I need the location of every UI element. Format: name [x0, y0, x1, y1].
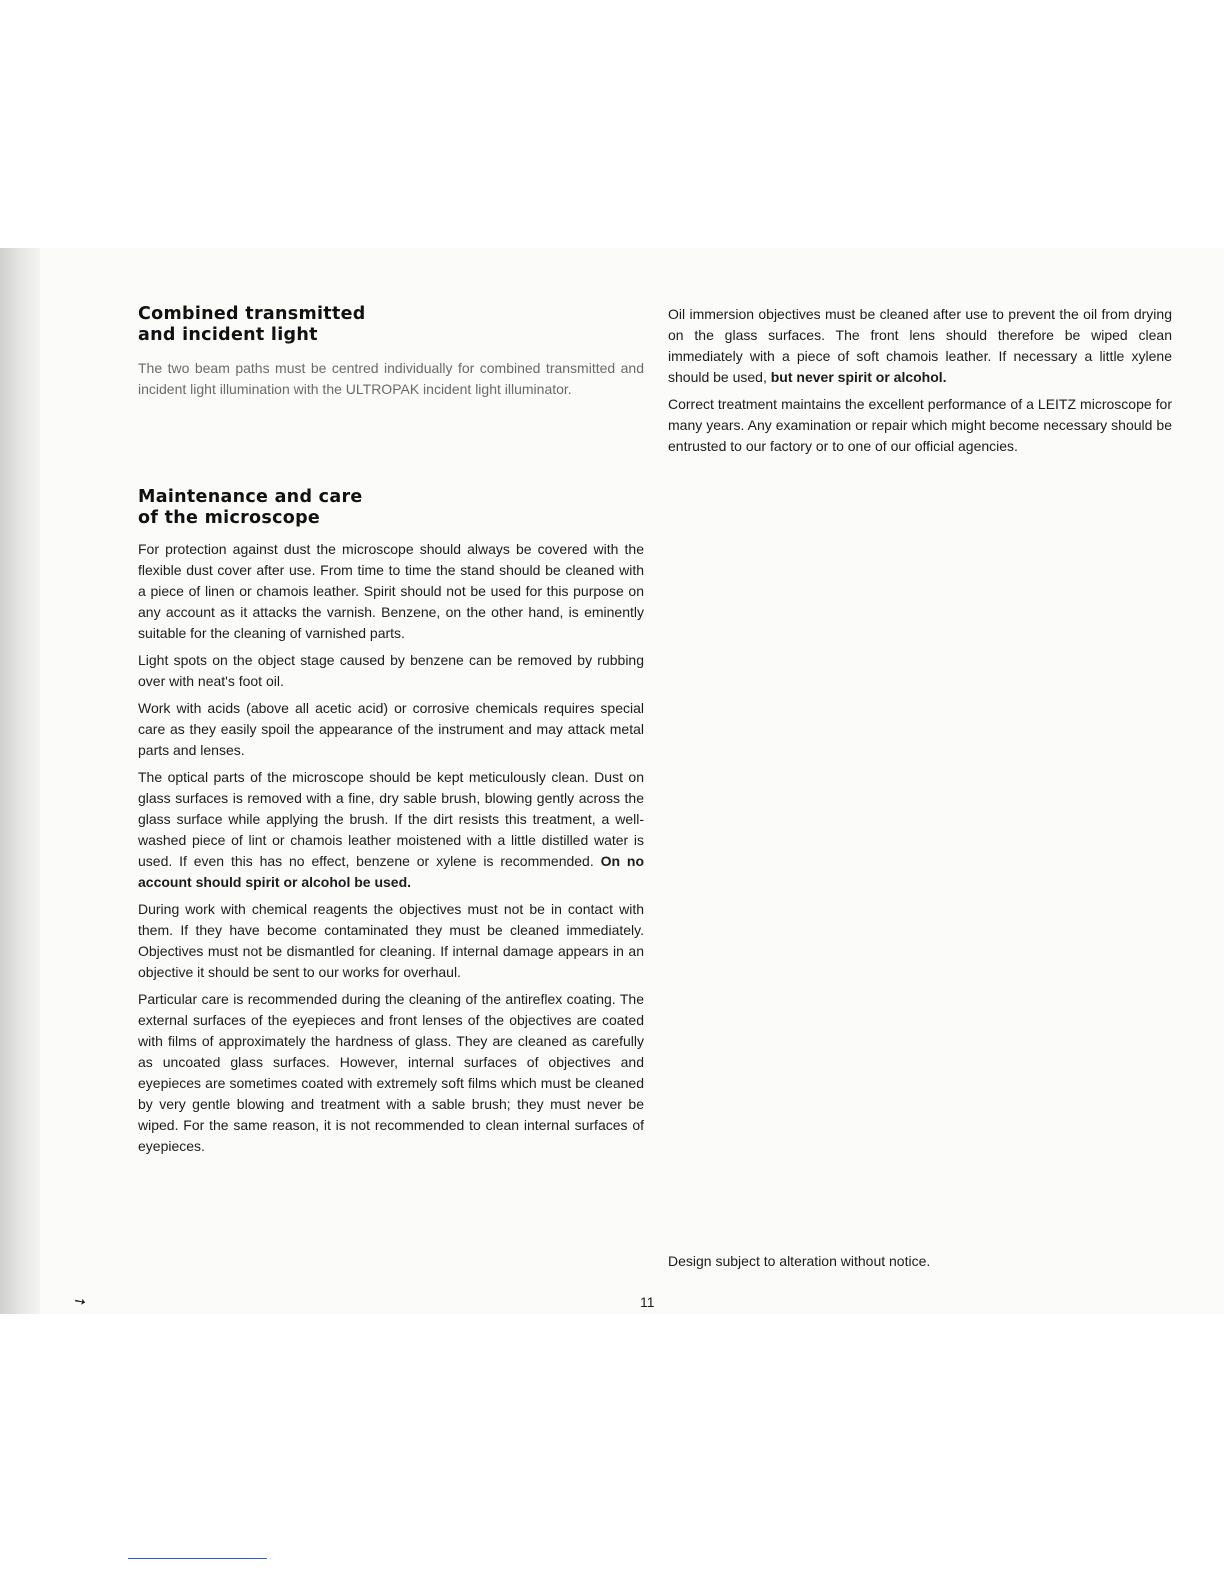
section-paragraph: Correct treatment maintains the excellent performance of a LEITZ microscope for many years. Any examination or repair which might become necessary should be entrusted to our factory or to one of our official agencies. — [668, 396, 1172, 454]
section-paragraph: During work with chemical reagents the objectives must not be in contact with them. If they have become contaminated they must be cleaned immediately. Objectives must not be dismantled for cleaning. If internal damage appears in an objective it should be sent to our works for overhaul. — [138, 901, 644, 980]
section-paragraph: Light spots on the object stage caused by benzene can be removed by rubbing over with neat's foot oil. — [138, 652, 644, 689]
paragraph-text: Oil immersion objectives must be cleaned after use to prevent the oil from drying on the glass surfaces. The front lens should therefore be wiped clean immediately with a piece of soft chamois leather. If necessary a little xylene should be used, — [668, 306, 1172, 385]
heading-line: and incident light — [138, 325, 318, 345]
right-column — [668, 304, 1172, 463]
bold-warning: On no account should spirit or alcohol be used. — [138, 853, 644, 890]
heading-line: Combined transmitted — [138, 304, 366, 324]
section-heading — [138, 487, 644, 529]
heading-line: of the microscope — [138, 508, 321, 528]
scanned-page — [0, 248, 1224, 1314]
section-paragraph — [668, 304, 1172, 388]
section-paragraph: The two beam paths must be centred individually for combined transmitted and incident light illumination with the ULTROPAK incident light illuminator. — [138, 360, 644, 397]
section-paragraph: Particular care is recommended during the cleaning of the antireflex coating. The external surfaces of the eyepieces and front lenses of the objectives are coated with films of approximately the hardness of glass. They are cleaned as carefully as uncoated glass surfaces. However, internal surfaces of objectives and eyepieces are sometimes coated with extremely soft films which must be cleaned by very gentle blowing and treatment with a sable brush; they must never be wiped. For the same reason, it is not recommended to clean internal surfaces of eyepieces. — [138, 991, 644, 1154]
page-binding-shadow — [0, 248, 40, 1314]
heading-line: Maintenance and care — [138, 487, 363, 507]
section-heading — [138, 304, 644, 346]
left-column — [138, 304, 644, 1163]
paragraph-text: The optical parts of the microscope should be kept meticulously clean. Dust on glass surfaces is removed with a fine, dry sable brush, blowing gently across the glass surface while applying the brush. If the dirt resists this treatment, a well-washed piece of lint or chamois leather moistened with a little distilled water is used. If even this has no effect, benzene or xylene is recommended. — [138, 769, 644, 869]
section-combined-light — [138, 304, 644, 400]
section-maintenance — [138, 487, 644, 1157]
section-paragraph: For protection against dust the microscope should always be covered with the flexible dust cover after use. From time to time the stand should be cleaned with a piece of linen or chamois leather. Spirit should not be used for this purpose on any account as it attacks the varnish. Benzene, on the other hand, is eminently suitable for the cleaning of varnished parts. — [138, 541, 644, 641]
link-underline[interactable] — [128, 1558, 267, 1559]
page-number: 11 — [640, 1294, 655, 1310]
section-paragraph: Work with acids (above all acetic acid) or corrosive chemicals requires special care as they easily spoil the appearance of the instrument and may attack metal parts and lenses. — [138, 700, 644, 758]
footer-note: Design subject to alteration without notice. — [668, 1253, 931, 1269]
section-paragraph — [138, 767, 644, 893]
bold-warning: but never spirit or alcohol. — [770, 369, 947, 385]
arrow-mark-icon: ➘ — [70, 1291, 90, 1311]
